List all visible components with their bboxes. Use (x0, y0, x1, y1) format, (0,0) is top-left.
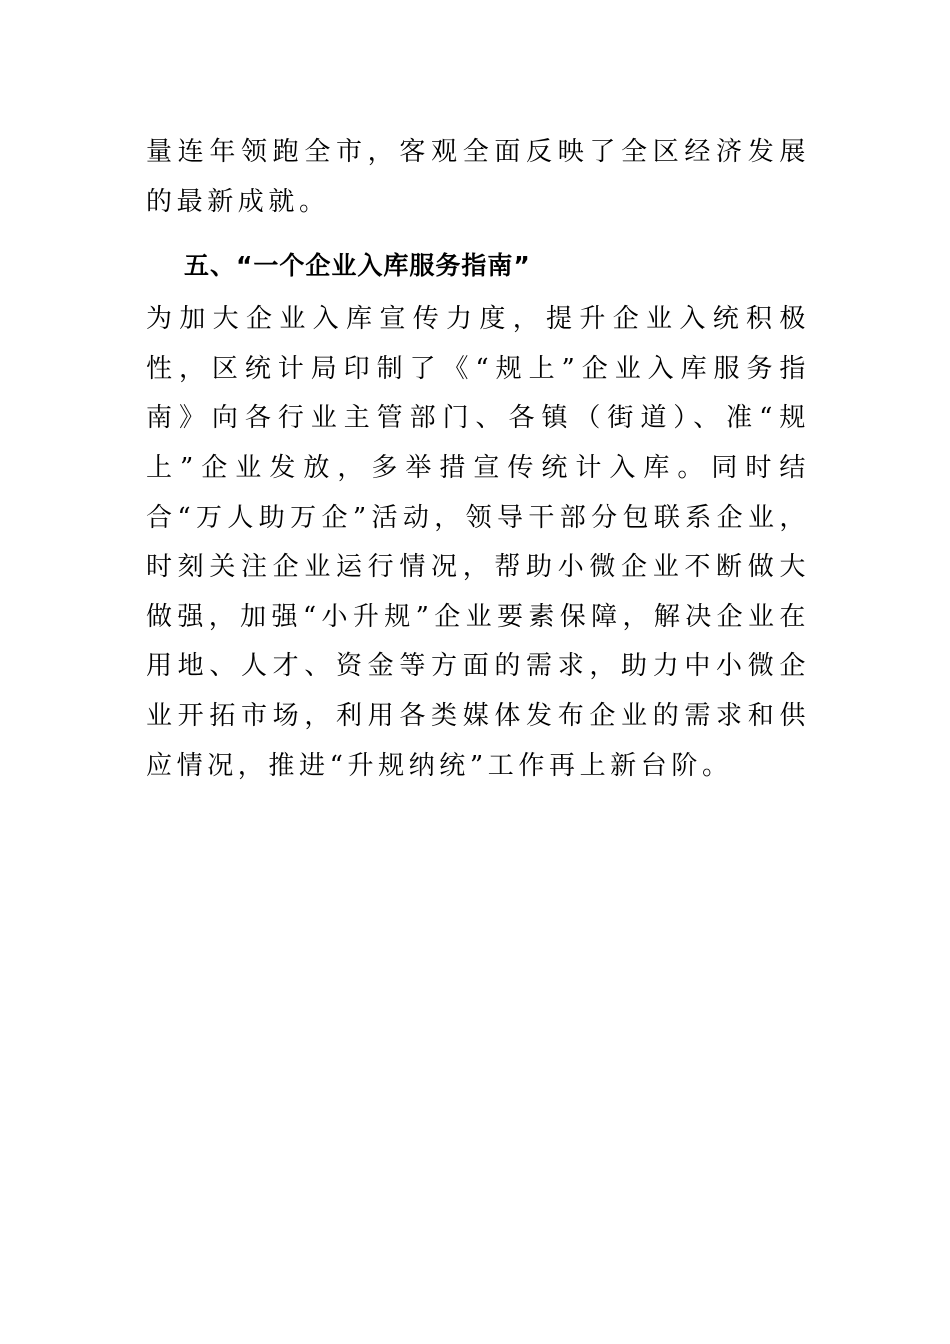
section-heading: 五、“一个企业入库服务指南” (184, 251, 531, 281)
document-body (146, 128, 810, 791)
continued-paragraph: 量连年领跑全市，客观全面反映了全区经济发展的最新成就。 (146, 137, 810, 217)
body-paragraph: 为加大企业入库宣传力度，提升企业入统积极性，区统计局印制了《“规上”企业入库服务指南》向各行业主管部门、各镇（街道）、准“规上”企业发放，多举措宣传统计入库。同时结合“万人助万企”活动，领导干部分包联系企业，时刻关注企业运行情况，帮助小微企业不断做大做强，加强“小升规”企业要素保障，解决企业在用地、人才、资金等方面的需求，助力中小微企业开拓市场，利用各类媒体发布企业的需求和供应情况，推进“升规纳统”工作再上新台阶。 (146, 304, 810, 781)
